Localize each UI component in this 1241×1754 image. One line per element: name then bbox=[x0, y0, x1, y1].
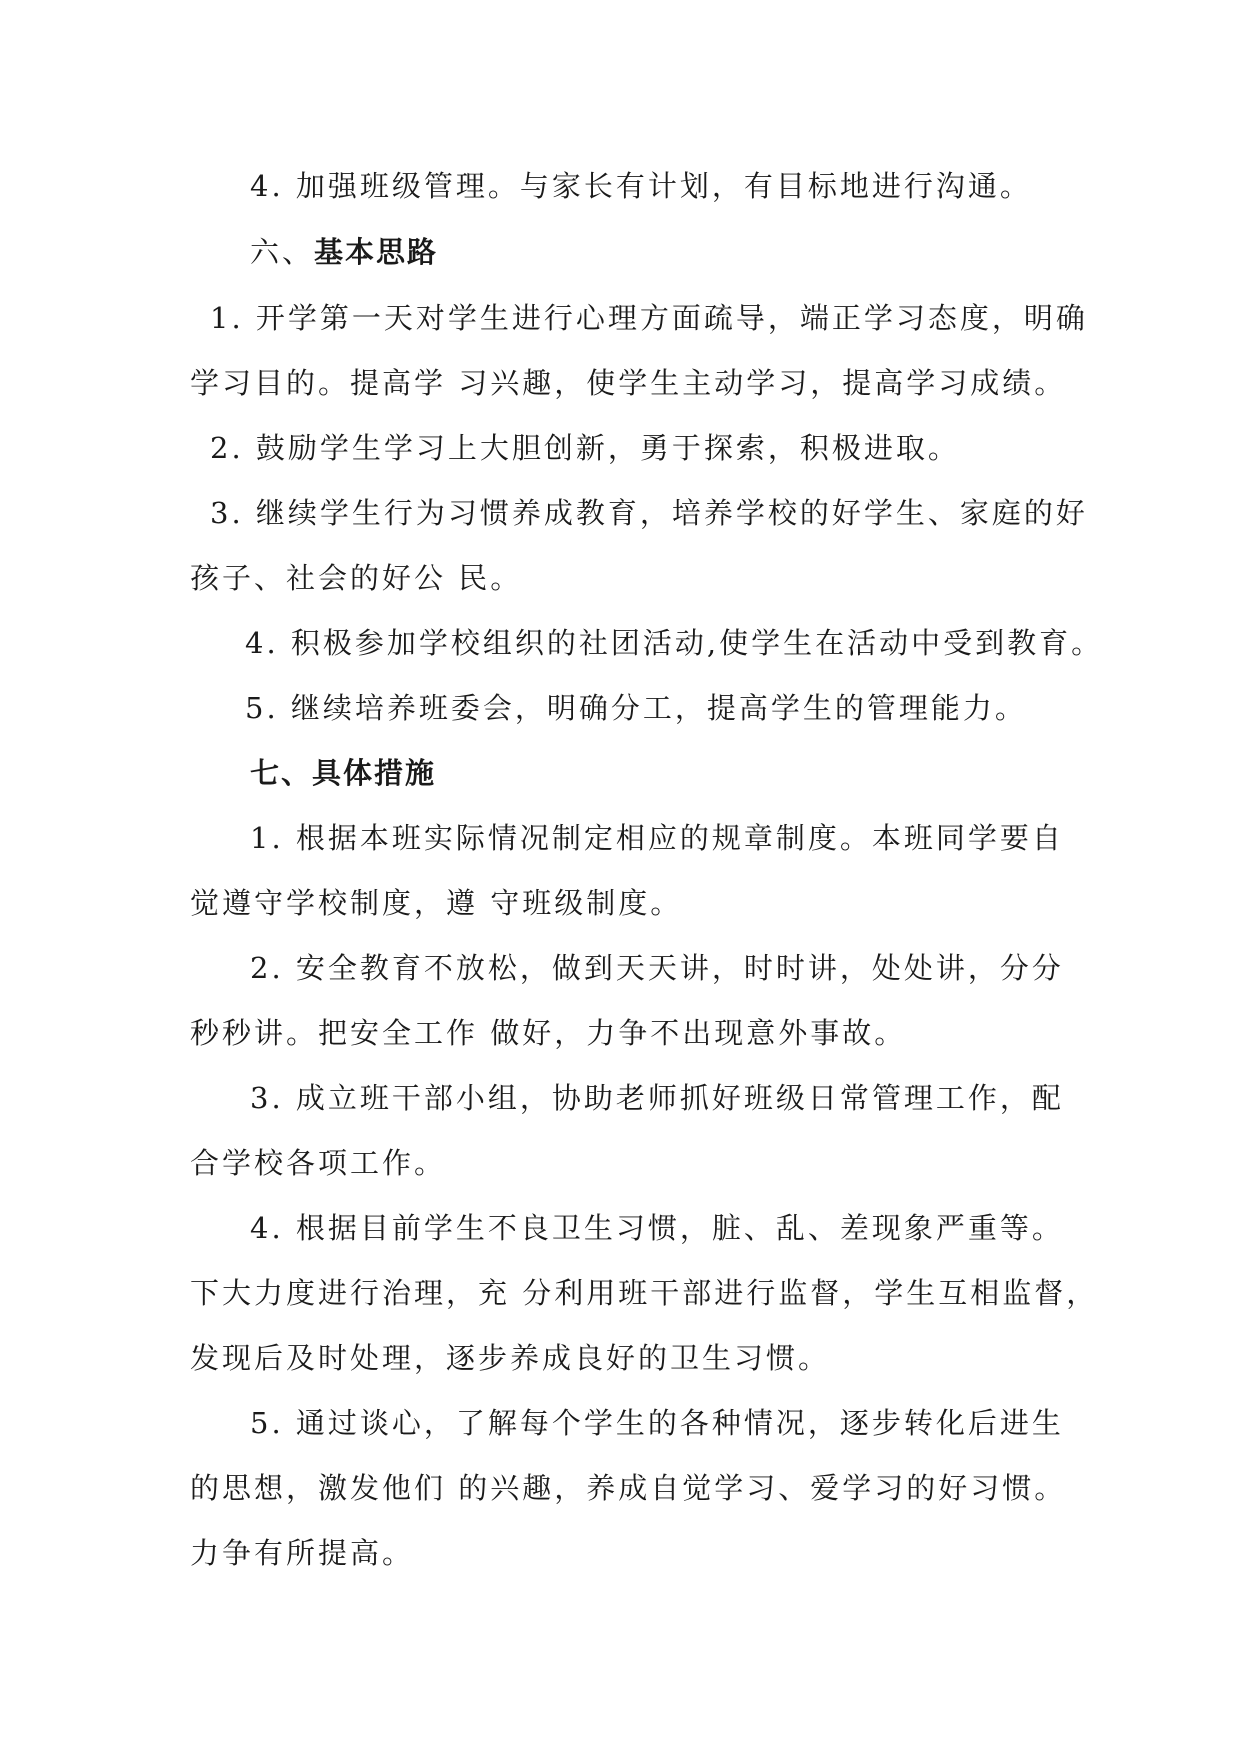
prev-item-4: 4. 加强班级管理。与家长有计划，有目标地进行沟通。 bbox=[250, 169, 1032, 203]
section-7-item-3-line-1: 3. 成立班干部小组，协助老师抓好班级日常管理工作，配 bbox=[250, 1081, 1064, 1115]
section-7-heading: 七、具体措施 bbox=[250, 756, 437, 790]
section-6-item-5: 5. 继续培养班委会，明确分工，提高学生的管理能力。 bbox=[245, 691, 1027, 725]
section-7-item-2-line-2: 秒秒讲。把安全工作 做好，力争不出现意外事故。 bbox=[190, 1016, 907, 1050]
section-7-item-5-line-1: 5. 通过谈心，了解每个学生的各种情况，逐步转化后进生 bbox=[250, 1406, 1064, 1440]
section-7-item-4-line-2: 下大力度进行治理，充 分利用班干部进行监督，学生互相监督， bbox=[190, 1276, 1099, 1310]
section-7-item-3-line-2: 合学校各项工作。 bbox=[190, 1146, 447, 1180]
section-7-item-1-line-1: 1. 根据本班实际情况制定相应的规章制度。本班同学要自 bbox=[250, 821, 1064, 855]
section-6-heading-prefix: 六、 bbox=[250, 235, 315, 269]
section-6-heading bbox=[250, 232, 438, 272]
section-7-item-4-line-3: 发现后及时处理，逐步养成良好的卫生习惯。 bbox=[190, 1341, 831, 1375]
section-6-item-2: 2. 鼓励学生学习上大胆创新，勇于探索，积极进取。 bbox=[210, 431, 960, 465]
section-6-item-3-line-2: 孩子、社会的好公 民。 bbox=[190, 561, 523, 595]
section-6-item-4: 4. 积极参加学校组织的社团活动,使学生在活动中受到教育。 bbox=[245, 626, 1104, 660]
section-7-item-5-line-2: 的思想，激发他们 的兴趣，养成自觉学习、爱学习的好习惯。 bbox=[190, 1471, 1067, 1505]
section-6-item-3-line-1: 3. 继续学生行为习惯养成教育，培养学校的好学生、家庭的好 bbox=[210, 496, 1088, 530]
section-6-item-1-line-2: 学习目的。提高学 习兴趣，使学生主动学习，提高学习成绩。 bbox=[190, 366, 1067, 400]
section-7-item-5-line-3: 力争有所提高。 bbox=[190, 1536, 415, 1570]
section-7-item-4-line-1: 4. 根据目前学生不良卫生习惯，脏、乱、差现象严重等。 bbox=[250, 1211, 1064, 1245]
section-6-heading-title: 基本思路 bbox=[314, 235, 439, 269]
section-6-item-1-line-1: 1. 开学第一天对学生进行心理方面疏导，端正学习态度，明确 bbox=[210, 301, 1088, 335]
section-7-item-1-line-2: 觉遵守学校制度，遵 守班级制度。 bbox=[190, 886, 683, 920]
section-7-item-2-line-1: 2. 安全教育不放松，做到天天讲，时时讲，处处讲，分分 bbox=[250, 951, 1064, 985]
